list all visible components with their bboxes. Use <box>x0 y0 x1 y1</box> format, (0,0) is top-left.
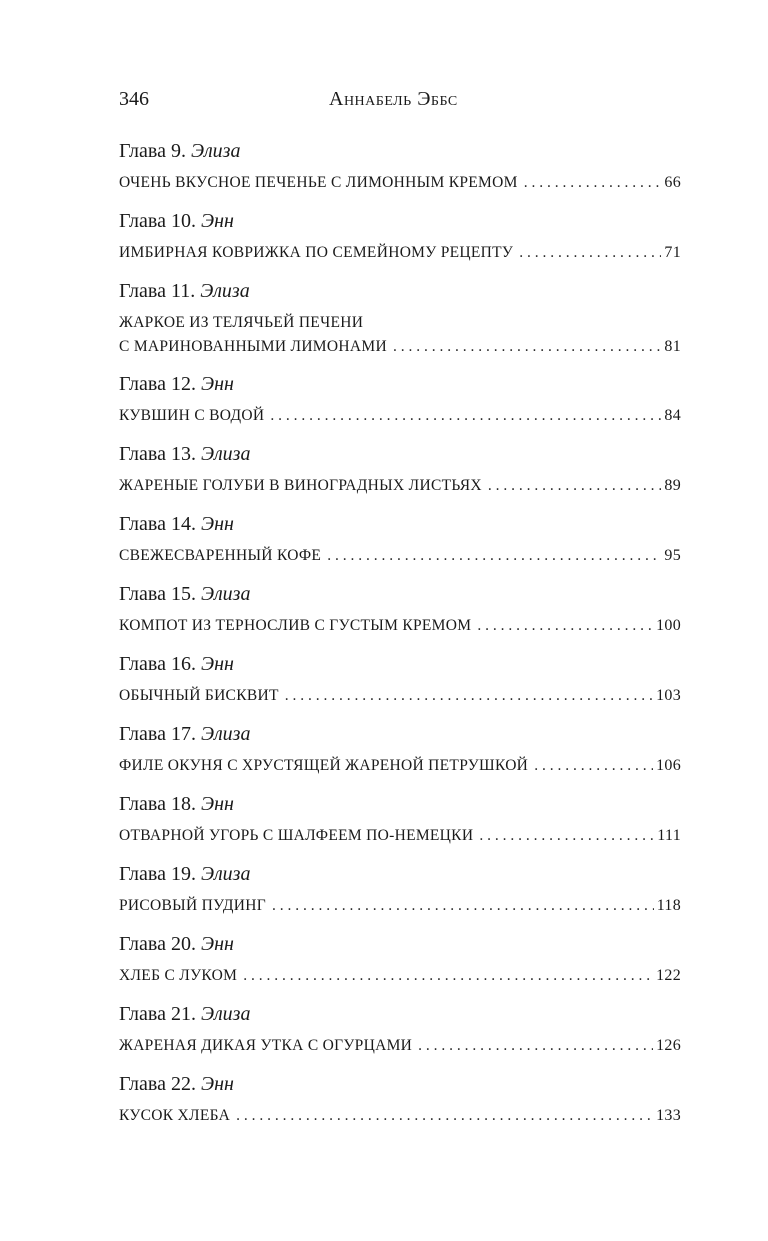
running-head <box>119 88 681 114</box>
chapter-narrator: Энн <box>200 210 234 232</box>
dot-leader <box>519 241 661 265</box>
entry-page-number: 66 <box>664 174 681 191</box>
chapter-narrator: Энн <box>200 793 234 815</box>
dot-leader <box>270 404 661 428</box>
chapter-narrator: Энн <box>200 933 234 955</box>
entry-page-number: 122 <box>656 967 681 984</box>
chapter-label: Глава 14. <box>119 513 196 535</box>
toc-chapter-15 <box>119 580 681 650</box>
dot-leader <box>418 1034 653 1058</box>
dot-leader <box>393 335 661 359</box>
entry-title: ИМБИРНАЯ КОВРИЖКА ПО СЕМЕЙНОМУ РЕЦЕПТУ <box>119 244 514 261</box>
entry-title: ОБЫЧНЫЙ БИСКВИТ <box>119 687 279 704</box>
chapter-narrator: Элиза <box>200 863 251 885</box>
chapter-label: Глава 11. <box>119 280 196 302</box>
chapter-label: Глава 18. <box>119 793 196 815</box>
chapter-narrator: Элиза <box>200 280 250 302</box>
toc-entry[interactable] <box>119 614 681 638</box>
toc-chapter-20 <box>119 930 681 1000</box>
dot-leader <box>488 474 662 498</box>
toc-chapter-11 <box>119 277 681 370</box>
chapter-heading <box>119 1070 681 1098</box>
toc-chapter-22 <box>119 1070 681 1140</box>
toc-entry[interactable] <box>119 1034 681 1058</box>
dot-leader <box>243 964 653 988</box>
toc-entry[interactable] <box>119 684 681 708</box>
dot-leader <box>534 754 653 778</box>
chapter-label: Глава 20. <box>119 933 196 955</box>
entry-title: ФИЛЕ ОКУНЯ С ХРУСТЯЩЕЙ ЖАРЕНОЙ ПЕТРУШКОЙ <box>119 757 529 774</box>
chapter-narrator: Элиза <box>200 583 251 605</box>
toc-entry[interactable] <box>119 754 681 778</box>
toc-chapter-13 <box>119 440 681 510</box>
chapter-label: Глава 17. <box>119 723 196 745</box>
entry-page-number: 100 <box>656 617 681 634</box>
toc-entry[interactable] <box>119 171 681 195</box>
chapter-narrator: Энн <box>200 373 234 395</box>
toc-chapter-17 <box>119 720 681 790</box>
toc-chapter-9 <box>119 137 681 207</box>
chapter-label: Глава 19. <box>119 863 196 885</box>
chapter-label: Глава 16. <box>119 653 196 675</box>
chapter-heading <box>119 1000 681 1028</box>
entry-title: ОТВАРНОЙ УГОРЬ С ШАЛФЕЕМ ПО-НЕМЕЦКИ <box>119 827 474 844</box>
toc-entry[interactable] <box>119 474 681 498</box>
entry-title: С МАРИНОВАННЫМИ ЛИМОНАМИ <box>119 338 387 355</box>
chapter-label: Глава 9. <box>119 140 186 162</box>
toc-entry[interactable] <box>119 964 681 988</box>
entry-title: КУСОК ХЛЕБА <box>119 1107 231 1124</box>
dot-leader <box>327 544 661 568</box>
page-number: 346 <box>119 88 149 110</box>
chapter-heading <box>119 510 681 538</box>
dot-leader <box>285 684 653 708</box>
chapter-narrator: Элиза <box>200 443 251 465</box>
entry-title-line-1: ЖАРКОЕ ИЗ ТЕЛЯЧЬЕЙ ПЕЧЕНИ <box>119 314 364 331</box>
chapter-narrator: Энн <box>200 513 234 535</box>
chapter-heading <box>119 930 681 958</box>
chapter-heading <box>119 207 681 235</box>
entry-title: КОМПОТ ИЗ ТЕРНОСЛИВ С ГУСТЫМ КРЕМОМ <box>119 617 472 634</box>
chapter-label: Глава 22. <box>119 1073 196 1095</box>
toc-entry[interactable] <box>119 241 681 265</box>
chapter-heading <box>119 137 681 165</box>
toc-entry[interactable] <box>119 824 681 848</box>
entry-page-number: 106 <box>656 757 681 774</box>
dot-leader <box>479 824 654 848</box>
entry-page-number: 89 <box>664 477 681 494</box>
entry-page-number: 111 <box>657 827 681 844</box>
entry-title: РИСОВЫЙ ПУДИНГ <box>119 897 266 914</box>
chapter-label: Глава 21. <box>119 1003 196 1025</box>
toc-entry[interactable] <box>119 544 681 568</box>
chapter-heading <box>119 440 681 468</box>
entry-page-number: 84 <box>664 407 681 424</box>
chapter-heading <box>119 650 681 678</box>
chapter-label: Глава 10. <box>119 210 196 232</box>
chapter-label: Глава 12. <box>119 373 196 395</box>
chapter-label: Глава 13. <box>119 443 196 465</box>
chapter-heading <box>119 277 681 305</box>
toc-entry[interactable] <box>119 311 681 359</box>
chapter-narrator: Элиза <box>200 1003 251 1025</box>
entry-page-number: 126 <box>656 1037 681 1054</box>
chapter-narrator: Энн <box>200 1073 234 1095</box>
entry-title: ХЛЕБ С ЛУКОМ <box>119 967 238 984</box>
toc-entry[interactable] <box>119 1104 681 1128</box>
entry-page-number: 95 <box>664 547 681 564</box>
toc-chapter-12 <box>119 370 681 440</box>
entry-page-number: 71 <box>664 244 681 261</box>
toc-chapter-14 <box>119 510 681 580</box>
chapter-heading <box>119 860 681 888</box>
toc-chapter-21 <box>119 1000 681 1070</box>
toc-chapter-19 <box>119 860 681 930</box>
chapter-narrator: Элиза <box>190 140 241 162</box>
book-author: Аннабель Эббс <box>329 88 458 110</box>
toc-entry[interactable] <box>119 404 681 428</box>
entry-title: ОЧЕНЬ ВКУСНОЕ ПЕЧЕНЬЕ С ЛИМОННЫМ КРЕМОМ <box>119 174 518 191</box>
toc-chapter-10 <box>119 207 681 277</box>
chapter-heading <box>119 790 681 818</box>
chapter-narrator: Элиза <box>200 723 251 745</box>
entry-title: ЖАРЕНЫЕ ГОЛУБИ В ВИНОГРАДНЫХ ЛИСТЬЯХ <box>119 477 482 494</box>
chapter-label: Глава 15. <box>119 583 196 605</box>
dot-leader <box>236 1104 653 1128</box>
entry-title: ЖАРЕНАЯ ДИКАЯ УТКА С ОГУРЦАМИ <box>119 1037 413 1054</box>
entry-title: СВЕЖЕСВАРЕННЫЙ КОФЕ <box>119 547 322 564</box>
toc-chapter-18 <box>119 790 681 860</box>
chapter-heading <box>119 720 681 748</box>
toc-entry[interactable] <box>119 894 681 918</box>
chapter-heading <box>119 580 681 608</box>
dot-leader <box>272 894 654 918</box>
dot-leader <box>477 614 653 638</box>
entry-page-number: 81 <box>664 338 681 355</box>
chapter-heading <box>119 370 681 398</box>
dot-leader <box>524 171 662 195</box>
entry-page-number: 103 <box>656 687 681 704</box>
table-of-contents <box>119 137 681 1140</box>
toc-chapter-16 <box>119 650 681 720</box>
entry-page-number: 133 <box>656 1107 681 1124</box>
entry-page-number: 118 <box>656 897 681 914</box>
entry-title: КУВШИН С ВОДОЙ <box>119 407 265 424</box>
chapter-narrator: Энн <box>200 653 234 675</box>
